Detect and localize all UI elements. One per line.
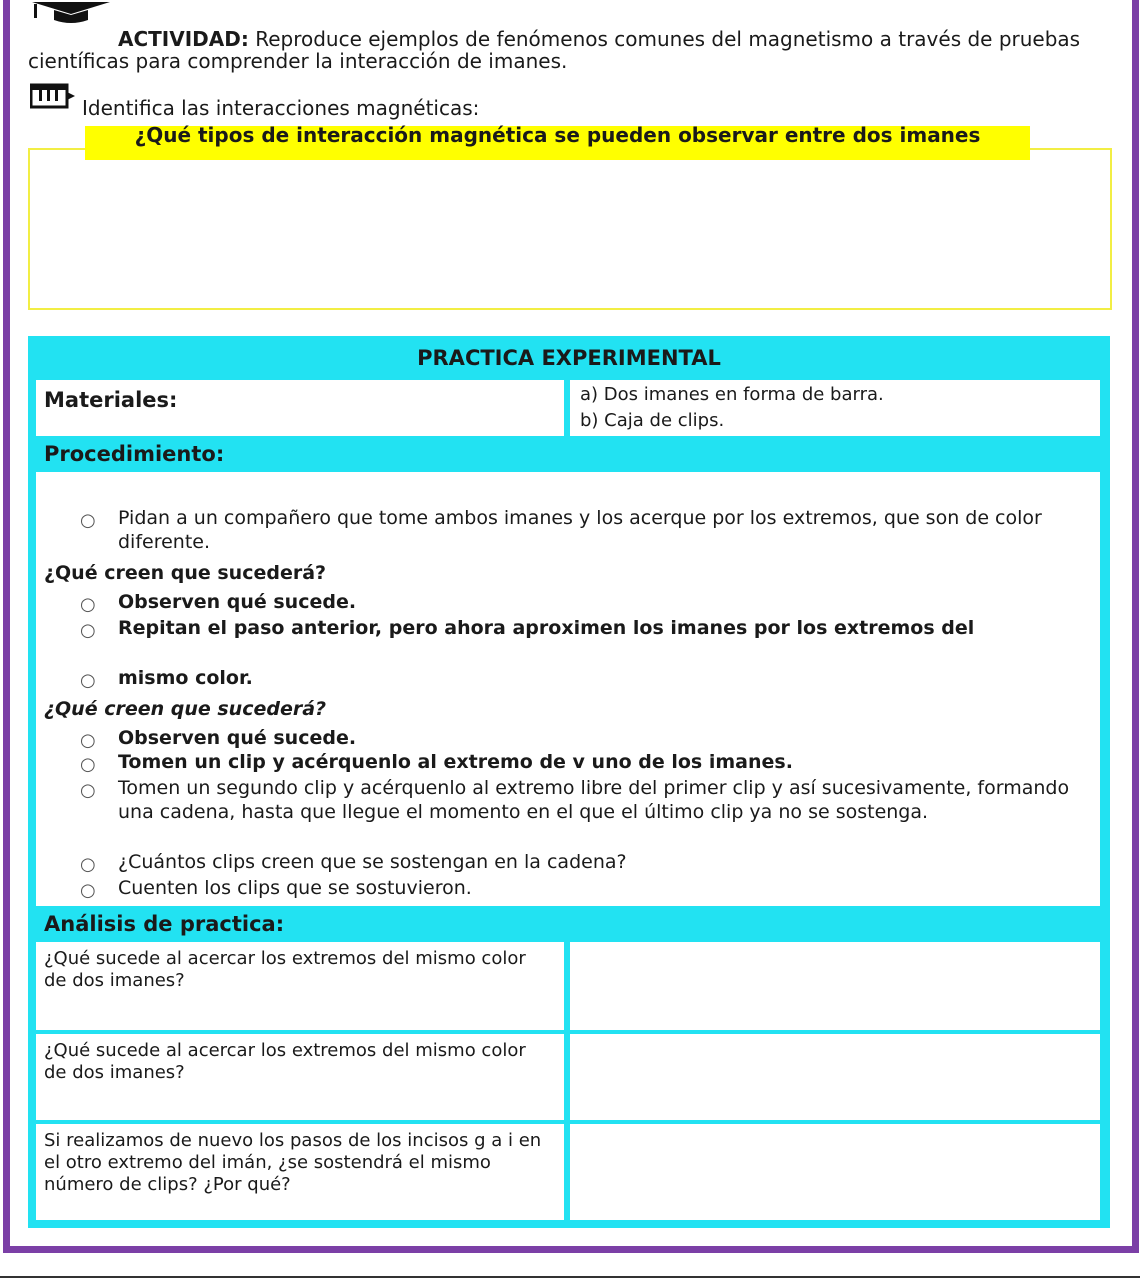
procedure-step: Tomen un clip y acérquenlo al extremo de v uno de los imanes. xyxy=(118,751,793,773)
analysis-answer-cell[interactable] xyxy=(570,1034,1100,1120)
practice-panel xyxy=(28,336,1110,1228)
bullet-icon: ○ xyxy=(80,594,96,615)
piano-keys-icon xyxy=(30,82,76,110)
procedure-step: Observen qué sucede. xyxy=(118,727,357,749)
analysis-question: ¿Qué sucede al acercar los extremos del mismo color de dos imanes? xyxy=(44,1040,526,1083)
bullet-icon: ○ xyxy=(80,854,96,875)
identify-instruction: Identifica las interacciones magnéticas: xyxy=(82,96,480,120)
analysis-question-cell xyxy=(36,1124,564,1220)
activity-tag: ACTIVIDAD: xyxy=(118,27,249,51)
bullet-icon: ○ xyxy=(80,730,96,751)
analysis-answer-cell[interactable] xyxy=(570,942,1100,1030)
bullet-icon: ○ xyxy=(80,780,96,801)
bullet-icon: ○ xyxy=(80,510,96,531)
materials-label-cell xyxy=(36,380,564,436)
prediction-question: ¿Qué creen que sucederá? xyxy=(44,562,327,584)
bullet-icon: ○ xyxy=(80,670,96,691)
graduation-cap-icon xyxy=(28,0,114,24)
activity-statement xyxy=(28,28,1098,72)
procedure-step: Repitan el paso anterior, pero ahora aproximen los imanes por los extremos del xyxy=(118,617,975,639)
material-item: a) Dos imanes en forma de barra. xyxy=(580,384,884,405)
analysis-label: Análisis de practica: xyxy=(44,912,285,936)
analysis-question-cell xyxy=(36,1034,564,1120)
activity-text: Reproduce ejemplos de fenómenos comunes del magnetismo a través de pruebas científicas para comprender la interacción de imanes. xyxy=(28,27,1081,73)
analysis-question-cell xyxy=(36,942,564,1030)
procedure-step: Observen qué sucede. xyxy=(118,591,357,613)
bullet-icon: ○ xyxy=(80,880,96,901)
materials-label: Materiales: xyxy=(44,388,178,412)
procedure-step: Tomen un segundo clip y acérquenlo al extremo libre del primer clip y así sucesivamente, formando una cadena, hasta que llegue el momento en el que el último clip ya no se sostenga. xyxy=(118,777,1070,823)
procedure-step: mismo color. xyxy=(118,667,253,689)
question-label: ¿Qué tipos de interacción magnética se pueden observar entre dos imanes xyxy=(85,126,1030,160)
material-item: b) Caja de clips. xyxy=(580,410,725,431)
bullet-icon: ○ xyxy=(80,620,96,641)
procedure-label: Procedimiento: xyxy=(44,442,225,466)
procedure-step: Pidan a un compañero que tome ambos imanes y los acerque por los extremos, que son de color diferente. xyxy=(118,507,1042,553)
procedure-step: Cuenten los clips que se sostuvieron. xyxy=(118,877,472,899)
procedure-step: ¿Cuántos clips creen que se sostengan en la cadena? xyxy=(118,851,627,873)
bullet-icon: ○ xyxy=(80,754,96,775)
procedure-body xyxy=(36,472,1100,906)
analysis-answer-cell[interactable] xyxy=(570,1124,1100,1220)
answer-box[interactable] xyxy=(28,148,1112,310)
prediction-question: ¿Qué creen que sucederá? xyxy=(44,698,327,720)
practice-title: PRACTICA EXPERIMENTAL xyxy=(417,346,721,370)
analysis-question: ¿Qué sucede al acercar los extremos del mismo color de dos imanes? xyxy=(44,948,526,991)
bottom-rule xyxy=(0,1276,1140,1278)
analysis-question: Si realizamos de nuevo los pasos de los incisos g a i en el otro extremo del imán, ¿se sostendrá el mismo número de clips? ¿Por qué? xyxy=(44,1130,542,1195)
materials-list-cell xyxy=(570,380,1100,436)
